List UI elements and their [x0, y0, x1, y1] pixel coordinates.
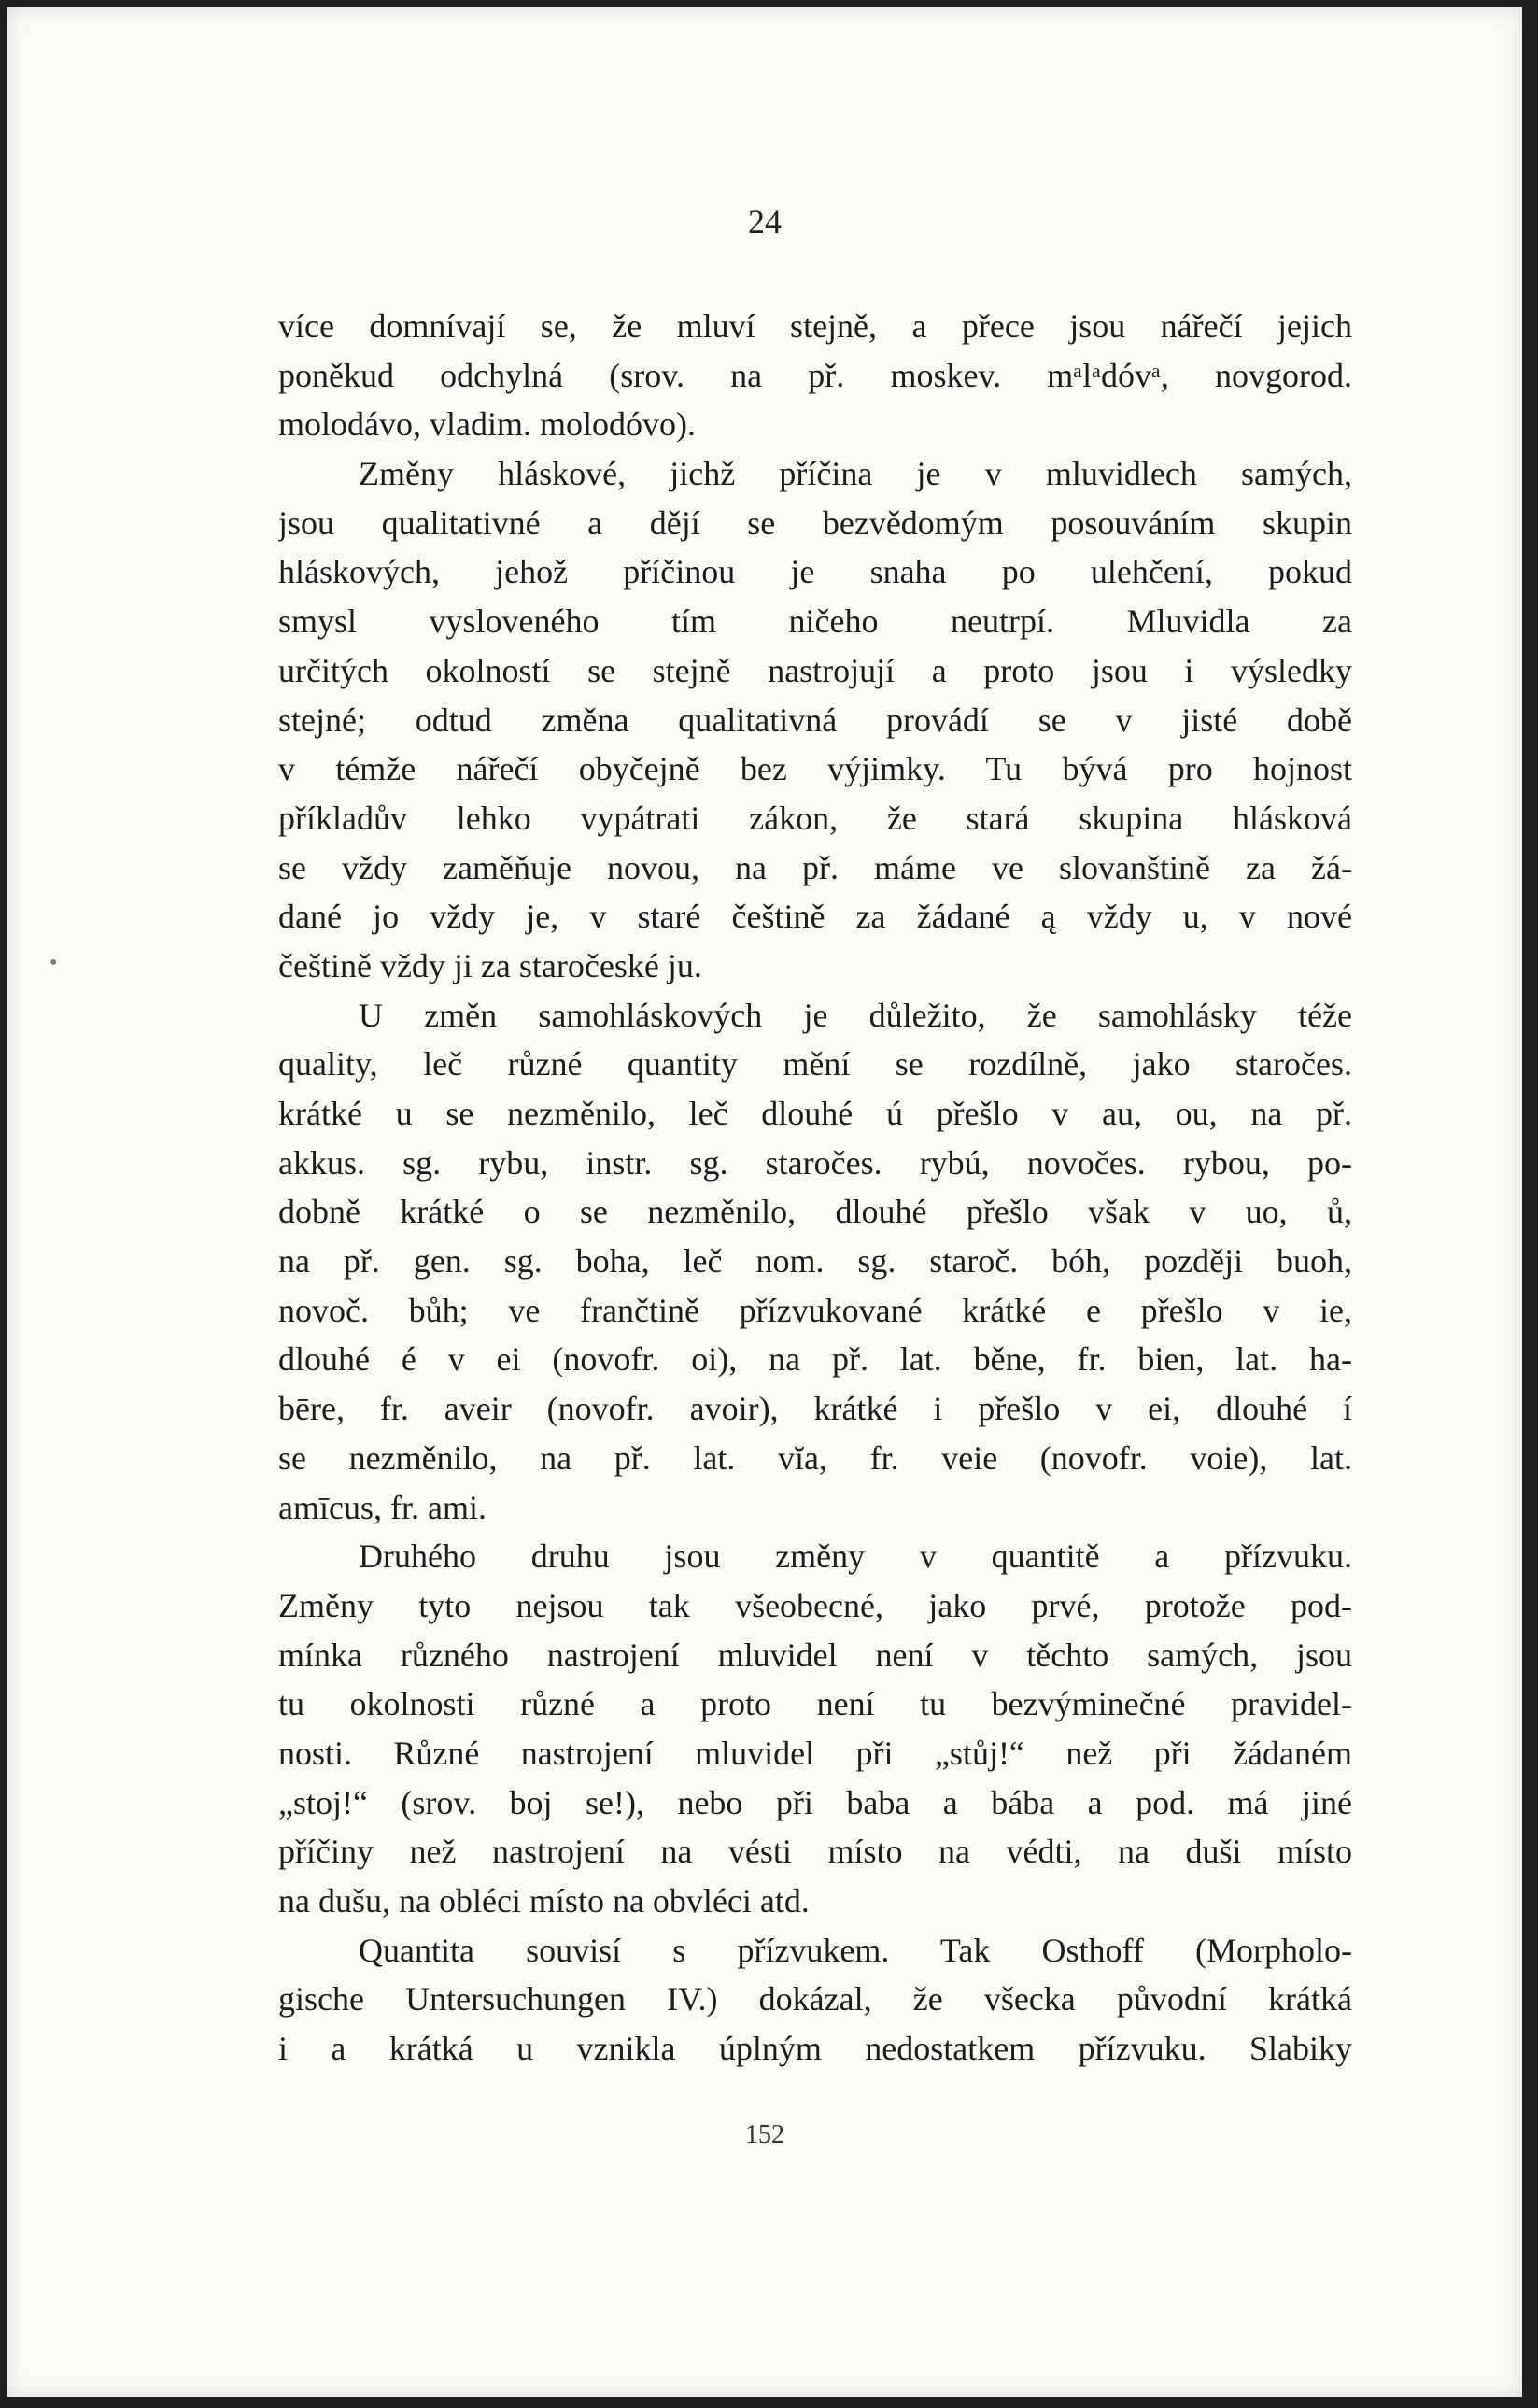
text-line: i a krátká u vznikla úplným nedostatkem přízvuku. Slabiky	[278, 2030, 1352, 2068]
text-line: nosti. Různé nastrojení mluvidel při „stůj!“ než při žádaném	[278, 1734, 1352, 1772]
text-line: v témže nářečí obyčejně bez výjimky. Tu bývá pro hojnost	[278, 750, 1352, 788]
body-text	[278, 302, 1352, 2074]
text-line: se nezměnilo, na př. lat. vĭa, fr. veie (novofr. voie), lat.	[278, 1438, 1352, 1477]
text-line: „stoj!“ (srov. boj se!), nebo při baba a bába a pod. má jiné	[278, 1783, 1352, 1821]
margin-mark: •	[49, 951, 58, 975]
text-line: Druhého druhu jsou změny v quantitě a přízvuku.	[359, 1537, 1352, 1576]
page-number: 24	[748, 203, 782, 240]
text-line: Quantita souvisí s přízvukem. Tak Osthoff (Morpholo-	[359, 1931, 1352, 1969]
text-line: dobně krátké o se nezměnilo, dlouhé přešlo však v uo, ů,	[278, 1193, 1352, 1231]
text-line: se vždy zaměňuje novou, na př. máme ve slovanštině za žá-	[278, 848, 1352, 886]
text-line: stejné; odtud změna qualitativná provádí se v jisté době	[278, 701, 1352, 739]
text-line: tu okolnosti různé a proto není tu bezvýminečné pravidel-	[278, 1685, 1352, 1723]
text-line: amīcus, fr. ami.	[278, 1488, 487, 1526]
text-line: jsou qualitativné a dějí se bezvědomým posouváním skupin	[278, 503, 1352, 542]
text-line: příkladův lehko vypátrati zákon, že stará skupina hlásková	[278, 799, 1352, 837]
text-line: akkus. sg. rybu, instr. sg. staročes. rybú, novočes. rybou, po-	[278, 1143, 1352, 1182]
text-line: češtině vždy ji za staročeské ju.	[278, 946, 702, 984]
text-line: na dušu, na obléci místo na obvléci atd.	[278, 1882, 810, 1919]
text-line: poněkud odchylná (srov. na př. moskev. mᵃlᵃdóvᵃ, novgorod.	[278, 356, 1352, 394]
text-line: určitých okolností se stejně nastrojují a proto jsou i výsledky	[278, 651, 1352, 689]
text-line: bēre, fr. aveir (novofr. avoir), krátké i přešlo v ei, dlouhé í	[278, 1390, 1352, 1428]
text-line: gische Untersuchungen IV.) dokázal, že všecka původní krátká	[278, 1980, 1352, 2018]
text-line: dlouhé é v ei (novofr. oi), na př. lat. běne, fr. bien, lat. ha-	[278, 1340, 1352, 1379]
text-line: U změn samohláskových je důležito, že samohlásky téže	[359, 996, 1352, 1034]
text-line: Změny hláskové, jichž příčina je v mluvidlech samých,	[359, 455, 1352, 493]
text-line: krátké u se nezměnilo, leč dlouhé ú přešlo v au, ou, na př.	[278, 1095, 1352, 1132]
book-page	[7, 7, 1522, 2397]
text-line: smysl vysloveného tím ničeho neutrpí. Mluvidla za	[278, 602, 1352, 641]
footer-number: 152	[745, 2120, 784, 2149]
text-line: na př. gen. sg. boha, leč nom. sg. staroč. bóh, později buoh,	[278, 1242, 1352, 1281]
text-line: hláskových, jehož příčinou je snaha po ulehčení, pokud	[278, 553, 1352, 591]
text-line: quality, leč různé quantity mění se rozdílně, jako staročes.	[278, 1045, 1352, 1084]
text-line: novoč. bůh; ve frančtině přízvukované krátké e přešlo v ie,	[278, 1291, 1352, 1329]
text-line: více domnívají se, že mluví stejně, a přece jsou nářečí jejich	[278, 307, 1352, 345]
text-line: příčiny než nastrojení na vésti místo na védti, na duši místo	[278, 1833, 1352, 1871]
text-line: Změny tyto nejsou tak všeobecné, jako prvé, protože pod-	[278, 1586, 1352, 1624]
text-line: dané jo vždy je, v staré češtině za žádané ą vždy u, v nové	[278, 898, 1352, 936]
text-line: molodávo, vladim. molodóvo).	[278, 405, 696, 444]
text-line: mínka různého nastrojení mluvidel není v těchto samých, jsou	[278, 1636, 1352, 1674]
